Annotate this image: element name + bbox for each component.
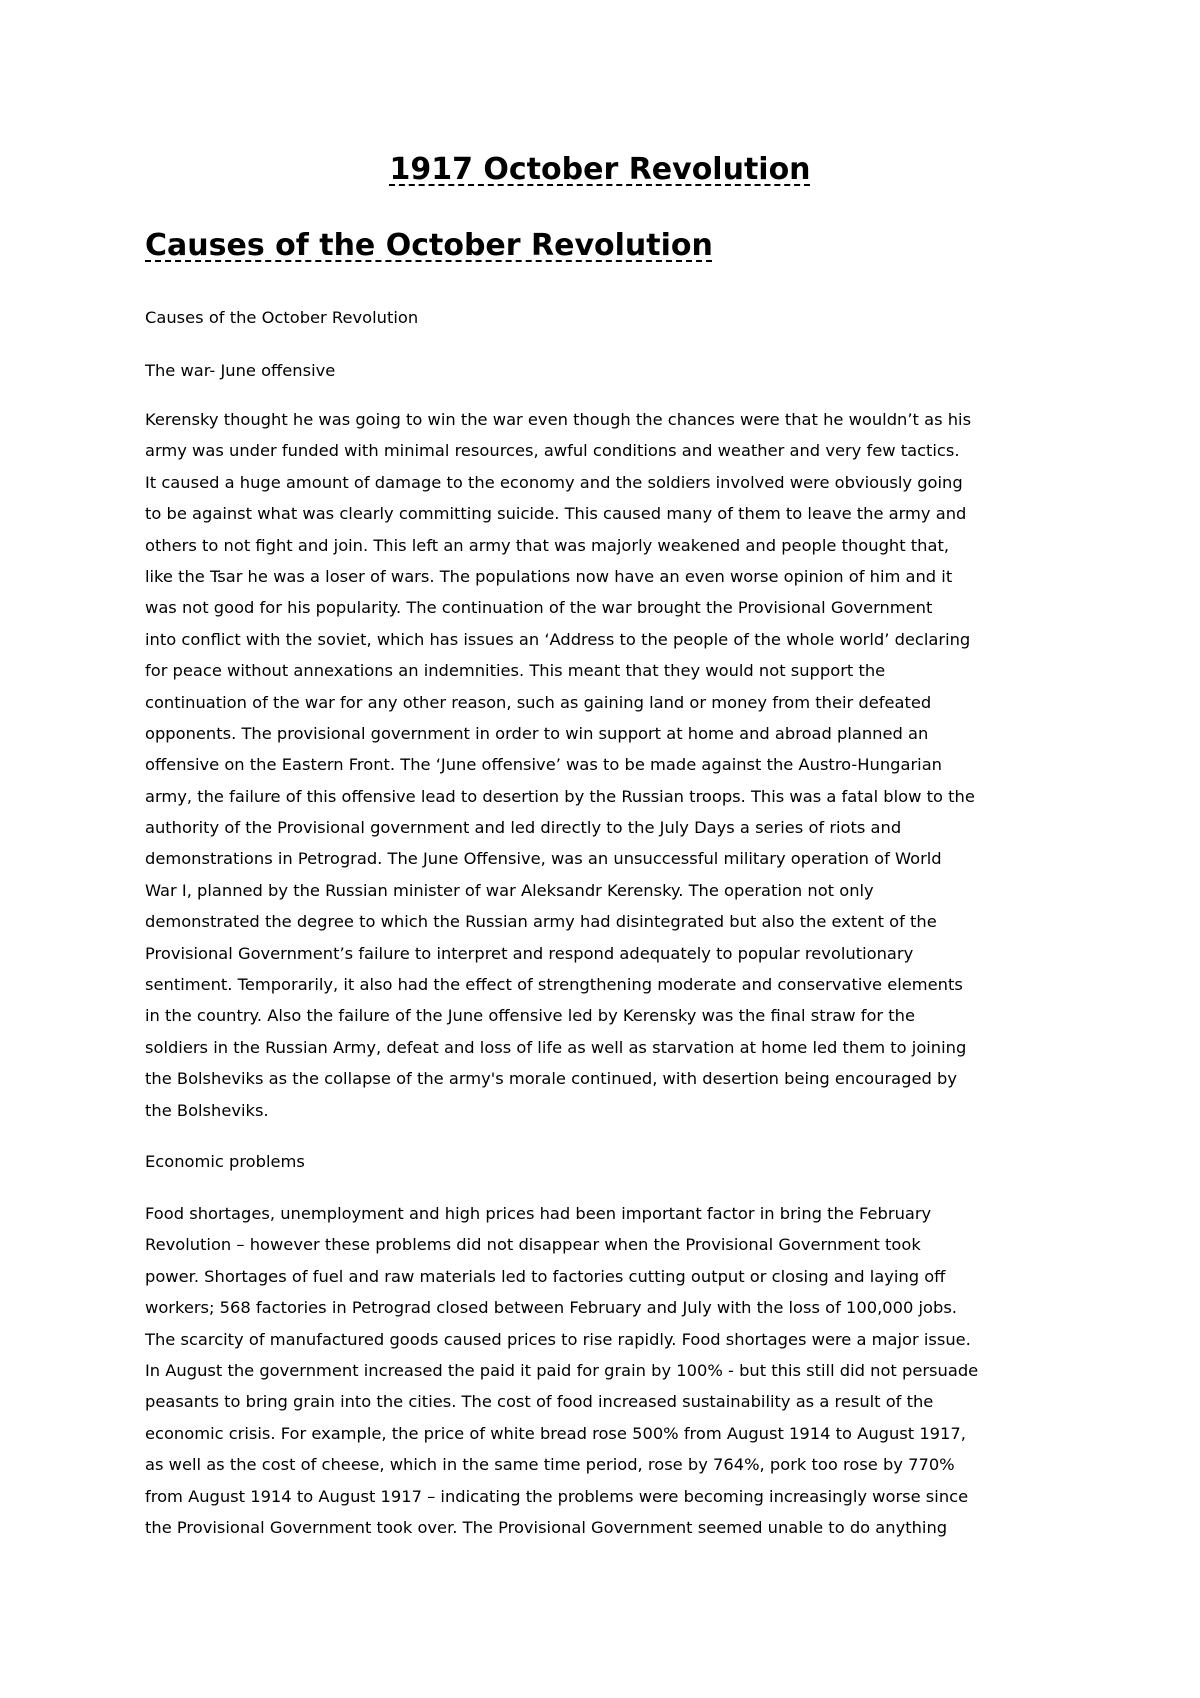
- paragraph-line: the Bolsheviks.: [145, 1100, 269, 1120]
- paragraph-line: for peace without annexations an indemnities. This meant that they would not support the: [145, 661, 886, 681]
- paragraph-line: peasants to bring grain into the cities. The cost of food increased sustainability as a result of the: [145, 1392, 934, 1412]
- section-heading-economic: Economic problems: [145, 1152, 305, 1171]
- paragraph-line: continuation of the war for any other reason, such as gaining land or money from their defeated: [145, 692, 932, 712]
- paragraph-line: Food shortages, unemployment and high prices had been important factor in bring the February: [145, 1204, 932, 1223]
- paragraph-line: workers; 568 factories in Petrograd closed between February and July with the loss of 100,000 jobs.: [145, 1298, 957, 1318]
- paragraph-line: like the Tsar he was a loser of wars. The populations now have an even worse opinion of him and it: [145, 566, 953, 586]
- paragraph-line: the Provisional Government took over. The Provisional Government seemed unable to do anything: [145, 1517, 948, 1537]
- paragraph-line: Provisional Government’s failure to interpret and respond adequately to popular revolutionary: [145, 943, 914, 963]
- paragraph-line: The scarcity of manufactured goods caused prices to rise rapidly. Food shortages were a major issue.: [145, 1329, 971, 1349]
- paragraph-line: authority of the Provisional government and led directly to the July Days a series of riots and: [145, 818, 902, 838]
- paragraph-line: demonstrated the degree to which the Russian army had disintegrated but also the extent of the: [145, 912, 937, 932]
- section-heading-causes: Causes of the October Revolution: [145, 308, 419, 327]
- paragraph-line: was not good for his popularity. The continuation of the war brought the Provisional Government: [145, 598, 933, 618]
- document-title: [0, 150, 1200, 190]
- paragraph-line: Kerensky thought he was going to win the war even though the chances were that he wouldn’t as his: [145, 410, 972, 429]
- paragraph-line: offensive on the Eastern Front. The ‘June offensive’ was to be made against the Austro-Hungarian: [145, 755, 942, 775]
- paragraph-line: sentiment. Temporarily, it also had the effect of strengthening moderate and conservative elements: [145, 975, 963, 995]
- paragraph-war: [145, 404, 1060, 1126]
- paragraph-line: into conflict with the soviet, which has issues an ‘Address to the people of the whole world’ declaring: [145, 629, 971, 649]
- paragraph-line: others to not fight and join. This left an army that was majorly weakened and people thought that,: [145, 535, 950, 555]
- section-heading-war: The war- June offensive: [145, 361, 336, 380]
- paragraph-line: army, the failure of this offensive lead to desertion by the Russian troops. This was a fatal blow to the: [145, 786, 975, 806]
- paragraph-line: soldiers in the Russian Army, defeat and loss of life as well as starvation at home led them to joining: [145, 1037, 967, 1057]
- paragraph-line: War I, planned by the Russian minister of war Aleksandr Kerensky. The operation not only: [145, 880, 874, 900]
- paragraph-economic: [145, 1198, 1060, 1543]
- paragraph-line: In August the government increased the paid it paid for grain by 100% - but this still did not persuade: [145, 1360, 979, 1380]
- paragraph-line: power. Shortages of fuel and raw materials led to factories cutting output or closing and laying off: [145, 1266, 946, 1286]
- paragraph-line: the Bolsheviks as the collapse of the army's morale continued, with desertion being encouraged by: [145, 1069, 957, 1089]
- document-subtitle: [145, 226, 713, 266]
- document-title-text: 1917 October Revolution: [389, 152, 811, 187]
- paragraph-line: economic crisis. For example, the price of white bread rose 500% from August 1914 to August 1917,: [145, 1423, 966, 1443]
- paragraph-line: as well as the cost of cheese, which in the same time period, rose by 764%, pork too rose by 770%: [145, 1455, 955, 1475]
- paragraph-line: to be against what was clearly committing suicide. This caused many of them to leave the army and: [145, 504, 967, 524]
- paragraph-line: in the country. Also the failure of the June offensive led by Kerensky was the final straw for the: [145, 1006, 916, 1026]
- paragraph-line: demonstrations in Petrograd. The June Offensive, was an unsuccessful military operation of World: [145, 849, 942, 869]
- paragraph-line: Revolution – however these problems did not disappear when the Provisional Government took: [145, 1235, 921, 1255]
- document-subtitle-text: Causes of the October Revolution: [145, 228, 713, 263]
- paragraph-line: opponents. The provisional government in order to win support at home and abroad planned an: [145, 723, 929, 743]
- paragraph-line: It caused a huge amount of damage to the economy and the soldiers involved were obviously going: [145, 472, 963, 492]
- paragraph-line: army was under funded with minimal resources, awful conditions and weather and very few tactics.: [145, 441, 960, 461]
- paragraph-line: from August 1914 to August 1917 – indicating the problems were becoming increasingly worse since: [145, 1486, 969, 1506]
